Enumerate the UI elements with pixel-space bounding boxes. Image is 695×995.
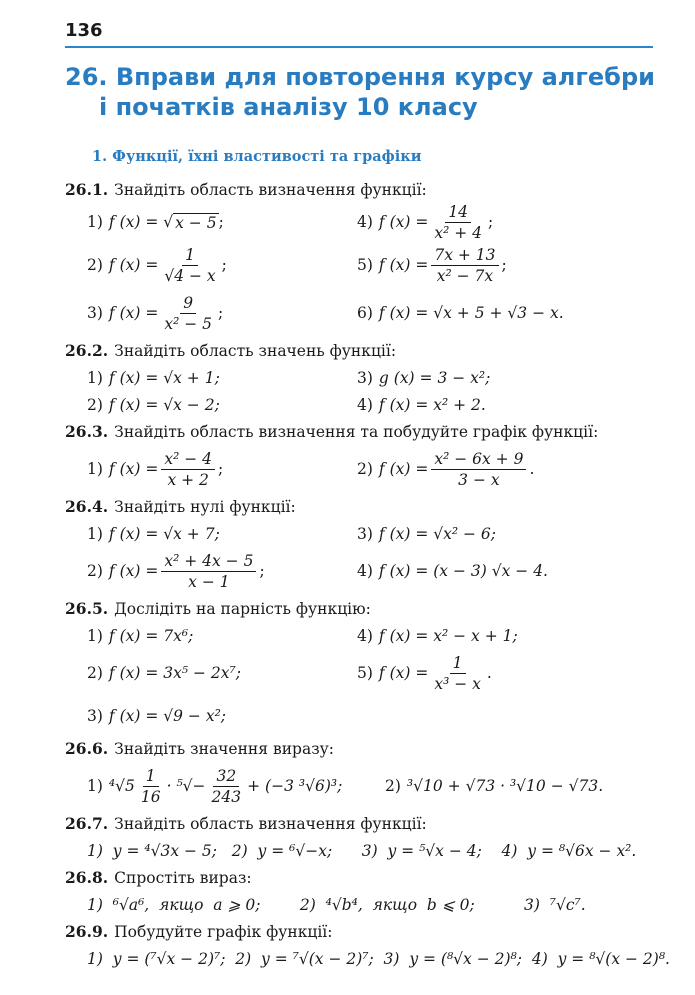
fraction — [161, 246, 218, 285]
exercise-list — [65, 176, 670, 972]
exercise-row — [65, 391, 655, 418]
numerator: x² + 4x − 5 — [161, 552, 256, 572]
task-text: Спростіть вираз: — [114, 868, 252, 887]
item-label: 5) — [357, 256, 373, 274]
numerator: 1 — [143, 767, 159, 787]
fraction — [431, 246, 498, 285]
item-label: 1) — [87, 524, 103, 543]
exercise-row — [65, 520, 655, 547]
item-label: 1) — [87, 626, 103, 645]
formula: f (x) = x² − x + 1; — [378, 626, 518, 645]
formula — [109, 450, 223, 489]
denominator: 16 — [140, 787, 161, 806]
formula-end: . — [486, 664, 492, 682]
exercise-item — [65, 450, 357, 489]
task-26-6 — [65, 735, 655, 762]
item-label: 6) — [357, 304, 373, 322]
formula-end: ; — [259, 562, 265, 580]
task-number: 26.2. — [65, 341, 109, 360]
formula-end: ; — [218, 460, 224, 478]
item-label: 1) — [87, 777, 103, 795]
formula-end: ; — [218, 304, 224, 322]
exercise-row — [65, 289, 655, 337]
item-label: 3) — [357, 524, 373, 543]
exercise-item — [357, 369, 627, 387]
task-text: Знайдіть область визначення функції: — [114, 814, 427, 833]
task-text: Побудуйте графік функції: — [114, 922, 333, 941]
item-label: 3) — [357, 368, 373, 387]
exercise-item — [357, 304, 627, 322]
section-title — [65, 62, 655, 122]
exercise-item — [357, 525, 627, 543]
task-text: Знайдіть область значень функції: — [114, 341, 397, 360]
denominator: x² + 4 — [434, 223, 483, 242]
exercise-item — [65, 552, 357, 591]
exercise-row — [65, 945, 670, 972]
section-subtitle: 1. Функції, їхні властивості та графіки — [92, 148, 422, 165]
formula — [109, 767, 342, 806]
numerator: 9 — [180, 294, 196, 314]
fraction — [431, 203, 485, 242]
exercise-row — [65, 891, 655, 918]
item-label: 4) — [357, 213, 373, 231]
formula-part: f (x) = — [378, 460, 429, 478]
exercise-item — [65, 369, 357, 387]
item-label: 2) — [357, 460, 373, 478]
task-number: 26.9. — [65, 922, 109, 941]
exercise-item — [65, 707, 357, 725]
denominator: x² − 5 — [164, 314, 213, 333]
item-label: 4) — [357, 562, 373, 580]
formula: f (x) = 3x⁵ − 2x⁷; — [108, 664, 241, 682]
task-26-5 — [65, 595, 655, 622]
exercise-row — [65, 697, 655, 735]
formula-part: f (x) = — [378, 664, 429, 682]
exercise-item — [65, 294, 357, 333]
formula-part: f (x) = — [108, 460, 159, 478]
task-26-9 — [65, 918, 655, 945]
numerator: 1 — [182, 246, 198, 266]
numerator: 32 — [213, 767, 239, 787]
formula: f (x) = √x + 5 + √3 − x. — [378, 304, 564, 322]
exercise-line: 1) y = ⁴√3x − 5; 2) y = ⁶√−x; 3) y = ⁵√x − 4; 4) y = ⁸√6x − x². — [87, 841, 637, 860]
denominator: x³ − x — [434, 674, 481, 693]
formula-part: f (x) = √ — [108, 213, 174, 231]
formula: f (x) = √9 − x²; — [108, 707, 227, 725]
item-label: 3) — [87, 707, 103, 725]
numerator: x² − 6x + 9 — [431, 450, 526, 470]
fraction — [431, 654, 484, 693]
formula — [379, 654, 492, 693]
task-26-4 — [65, 493, 655, 520]
numerator: x² − 4 — [161, 450, 215, 470]
task-text: Знайдіть область визначення функції: — [114, 180, 427, 199]
exercise-item — [65, 525, 357, 543]
exercise-item — [357, 654, 627, 693]
formula: f (x) = x² + 2. — [378, 395, 486, 414]
item-label: 2) — [87, 256, 103, 274]
exercise-row — [65, 241, 655, 289]
formula — [379, 450, 534, 489]
formula-part: · ⁵√− — [166, 777, 206, 795]
exercise-row — [65, 203, 655, 241]
fraction — [138, 767, 164, 806]
denominator: x + 2 — [167, 470, 209, 489]
task-number: 26.5. — [65, 599, 109, 618]
formula-part: f (x) = — [378, 256, 429, 274]
exercise-item — [355, 777, 655, 795]
exercise-item — [357, 246, 627, 285]
formula — [109, 552, 265, 591]
formula: f (x) = √x² − 6; — [378, 524, 497, 543]
formula-part: f (x) = — [108, 304, 159, 322]
task-text: Знайдіть область визначення та побудуйте графік функції: — [114, 422, 599, 441]
denominator: 243 — [211, 787, 242, 806]
exercise-item — [357, 396, 627, 414]
item-label: 4) — [357, 395, 373, 414]
formula-end: ; — [221, 256, 227, 274]
exercise-row — [65, 547, 655, 595]
formula-end: ; — [488, 213, 494, 231]
numerator: 14 — [445, 203, 471, 223]
task-26-2 — [65, 337, 655, 364]
exercise-item — [357, 562, 627, 580]
numerator: 1 — [450, 654, 466, 674]
formula — [379, 246, 507, 285]
fraction — [161, 450, 215, 489]
item-label: 3) — [87, 304, 103, 322]
task-text: Знайдіть значення виразу: — [114, 739, 334, 758]
formula-part: f (x) = — [378, 213, 429, 231]
item-label: 1) — [87, 460, 103, 478]
formula-end: . — [529, 460, 535, 478]
fraction — [431, 450, 526, 489]
exercise-item — [65, 213, 357, 232]
fraction — [209, 767, 245, 806]
item-label: 1) — [87, 368, 103, 387]
task-number: 26.7. — [65, 814, 109, 833]
exercise-item — [357, 450, 627, 489]
task-26-8 — [65, 864, 655, 891]
formula: f (x) = √x + 1; — [108, 368, 220, 387]
item-label: 4) — [357, 626, 373, 645]
section-title-line1: 26. Вправи для повторення курсу алгебри — [65, 63, 655, 91]
denominator: x² − 7x — [436, 266, 494, 285]
formula: f (x) = 7x⁶; — [108, 626, 194, 645]
task-26-1 — [65, 176, 655, 203]
formula-part: ⁴√5 — [108, 777, 135, 795]
item-label: 1) — [87, 213, 103, 231]
exercise-item — [65, 767, 355, 806]
formula-part: f (x) = — [108, 256, 159, 274]
section-title-line2: і початків аналізу 10 класу — [99, 93, 478, 121]
task-26-7 — [65, 810, 655, 837]
exercise-line: 1) ⁶√a⁶, якщо a ⩾ 0; 2) ⁴√b⁴, якщо b ⩽ 0; 3) ⁷√c⁷. — [87, 895, 586, 914]
formula — [379, 203, 493, 242]
task-number: 26.1. — [65, 180, 109, 199]
formula: ³√10 + √73 · ³√10 − √73. — [406, 777, 604, 795]
item-label: 2) — [87, 562, 103, 580]
exercise-item — [357, 203, 627, 242]
radicand: x − 5 — [175, 213, 217, 232]
exercise-row — [65, 762, 655, 810]
fraction — [161, 552, 256, 591]
formula-end: ; — [218, 213, 224, 231]
item-label: 5) — [357, 664, 373, 682]
denominator: 3 − x — [458, 470, 500, 489]
fraction — [161, 294, 215, 333]
task-number: 26.8. — [65, 868, 109, 887]
denominator: x − 1 — [188, 572, 230, 591]
exercise-line: 1) y = (⁷√x − 2)⁷; 2) y = ⁷√(x − 2)⁷; 3) y = (⁸√x − 2)⁸; 4) y = ⁸√(x − 2)⁸. — [87, 949, 670, 968]
task-text: Дослідіть на парність функцію: — [114, 599, 371, 618]
exercise-row — [65, 622, 655, 649]
item-label: 2) — [385, 777, 401, 795]
denominator: √4 − x — [164, 266, 216, 285]
item-label: 2) — [87, 664, 103, 682]
exercise-item — [65, 664, 357, 682]
task-number: 26.6. — [65, 739, 109, 758]
page-number: 136 — [65, 20, 103, 41]
task-text: Знайдіть нулі функції: — [114, 497, 296, 516]
exercise-item — [65, 627, 357, 645]
exercise-row — [65, 445, 655, 493]
formula — [109, 246, 227, 285]
formula: f (x) = √x − 2; — [108, 395, 220, 414]
item-label: 2) — [87, 395, 103, 414]
formula-part: f (x) = — [108, 562, 159, 580]
formula: f (x) = (x − 3) √x − 4. — [378, 562, 548, 580]
formula: g (x) = 3 − x²; — [378, 368, 491, 387]
task-26-3 — [65, 418, 655, 445]
exercise-row — [65, 649, 655, 697]
numerator: 7x + 13 — [431, 246, 498, 266]
exercise-item — [357, 627, 627, 645]
formula-part: + (−3 ³√6)³; — [247, 777, 343, 795]
exercise-item — [65, 246, 357, 285]
formula-end: ; — [501, 256, 507, 274]
exercise-row — [65, 364, 655, 391]
exercise-row — [65, 837, 655, 864]
task-number: 26.4. — [65, 497, 109, 516]
formula: f (x) = √x + 7; — [108, 524, 220, 543]
exercise-item — [65, 396, 357, 414]
formula — [109, 213, 224, 232]
formula — [109, 294, 223, 333]
task-number: 26.3. — [65, 422, 109, 441]
header-rule — [65, 46, 653, 48]
